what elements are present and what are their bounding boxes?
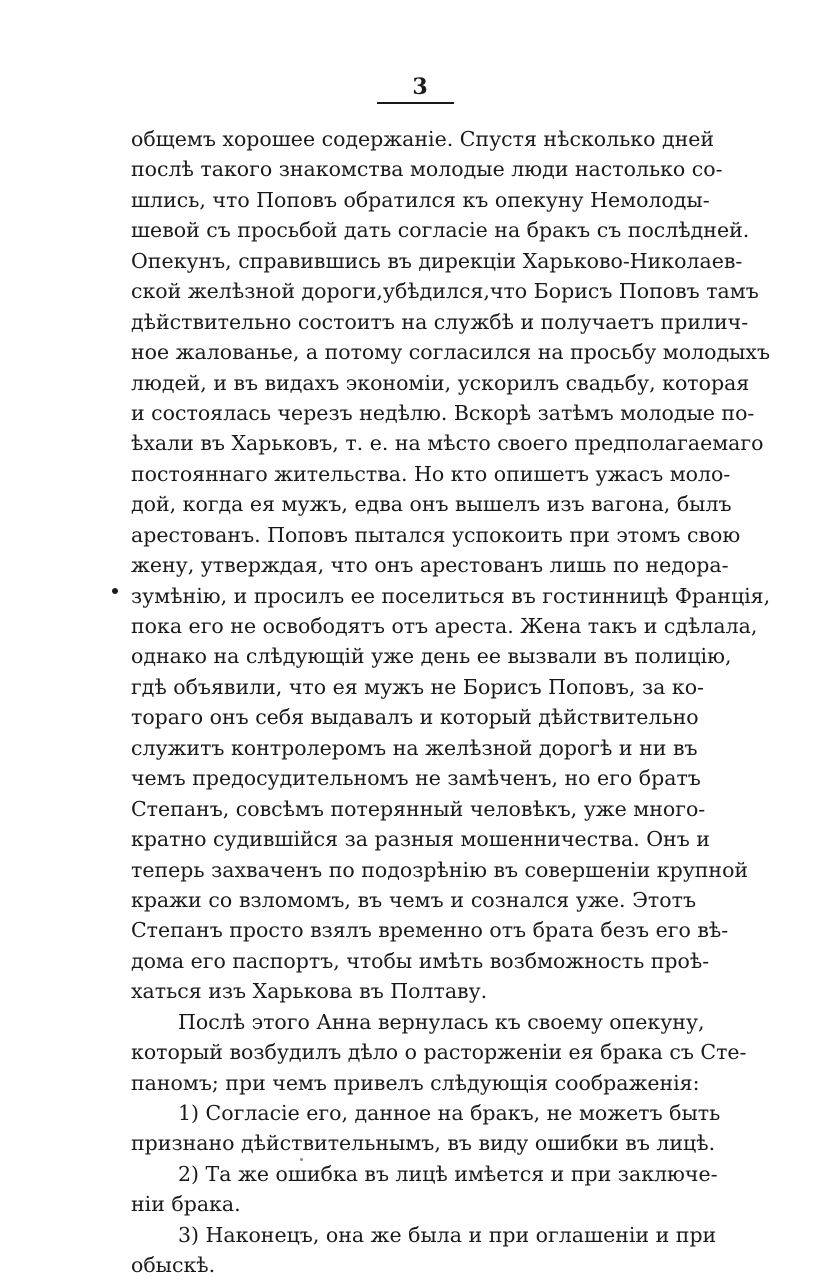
text-line: общемъ хорошее содержаніе. Спустя нѣсколько дней <box>131 127 715 151</box>
text-line: который возбудилъ дѣло о расторженіи ея брака съ Сте- <box>131 1040 747 1065</box>
text-line: и состоялась черезъ недѣлю. Вскорѣ затѣмъ молодые по- <box>131 400 755 425</box>
text-line: жену, утверждая, что онъ арестованъ лишь по недора- <box>131 553 729 578</box>
list-item-1: 1) Согласіе его, данное на бракъ, не можетъ быть <box>178 1101 721 1125</box>
text-line: дома его паспортъ, чтобы имѣть возбможность проѣ- <box>131 948 710 973</box>
text-line: постояннаго жительства. Но кто опишетъ ужасъ моло- <box>131 461 731 486</box>
margin-mark <box>112 588 118 594</box>
text-line: Степанъ, совсѣмъ потерянный человѣкъ, уже много- <box>131 796 706 821</box>
text-line: дой, когда ея мужъ, едва онъ вышелъ изъ вагона, былъ <box>131 492 732 517</box>
text-line: чемъ предосудительномъ не замѣченъ, но его братъ <box>131 766 701 791</box>
text-line: теперь захваченъ по подозрѣнію въ совершеніи крупной <box>131 857 749 882</box>
body-text <box>131 124 771 1281</box>
text-line: ное жалованье, а потому согласился на просьбу молодыхъ <box>131 340 770 365</box>
text-line: обыскѣ. <box>131 1253 216 1278</box>
text-line: Степанъ просто взялъ временно отъ брата безъ его вѣ- <box>131 918 729 943</box>
text-line: признано дѣйствительнымъ, въ виду ошибки въ лицѣ. <box>131 1131 716 1156</box>
text-line: однако на слѣдующій уже день ее вызвали въ полицію, <box>131 644 732 669</box>
text-line: тораго онъ себя выдавалъ и который дѣйствительно <box>131 705 699 730</box>
text-line: гдѣ объявили, что ея мужъ не Борисъ Поповъ, за ко- <box>131 674 704 699</box>
text-line: кратно судившійся за разныя мошенничества. Онъ и <box>131 827 710 852</box>
text-line: ніи брака. <box>131 1192 241 1217</box>
text-line: пока его не освободятъ отъ ареста. Жена такъ и сдѣлала, <box>131 614 758 638</box>
text-line: зумѣнію, и просилъ ее поселиться въ гостинницѣ Франція, <box>131 583 771 608</box>
page-number: 3 <box>412 74 428 100</box>
list-item-2: 2) Та же ошибка въ лицѣ имѣется и при заключе- <box>178 1161 718 1186</box>
text-line: ѣхали въ Харьковъ, т. е. на мѣсто своего предполагаемаго <box>131 431 764 456</box>
text-line: Послѣ этого Анна вернулась къ своему опекуну, <box>178 1009 705 1034</box>
text-line: арестованъ. Поповъ пытался успокоить при этомъ свою <box>131 522 741 547</box>
text-line: дѣйствительно состоитъ на службѣ и получаетъ прилич- <box>131 309 749 334</box>
text-line: хаться изъ Харькова въ Полтаву. <box>131 979 488 1004</box>
page-number-rule <box>377 102 454 104</box>
text-line: служитъ контролеромъ на желѣзной дорогѣ и ни въ <box>131 735 698 760</box>
list-item-3: 3) Наконецъ, она же была и при оглашеніи и при <box>178 1222 717 1247</box>
text-line: шлись, что Поповъ обратился къ опекуну Немолоды- <box>131 187 710 212</box>
text-line: ской желѣзной дороги,убѣдился,что Борисъ Поповъ тамъ <box>131 279 759 304</box>
text-line: паномъ; при чемъ привелъ слѣдующія соображенія: <box>131 1070 700 1095</box>
text-line: послѣ такого знакомства молодые люди настолько со- <box>131 157 723 182</box>
text-line: Опекунъ, справившись въ дирекціи Харьково-Николаев- <box>131 248 743 273</box>
text-line: людей, и въ видахъ экономіи, ускорилъ свадьбу, которая <box>131 370 750 395</box>
text-line: шевой съ просьбой дать согласіе на бракъ съ послѣдней. <box>131 218 750 243</box>
text-line: кражи со взломомъ, въ чемъ и сознался уже. Этотъ <box>131 887 696 912</box>
